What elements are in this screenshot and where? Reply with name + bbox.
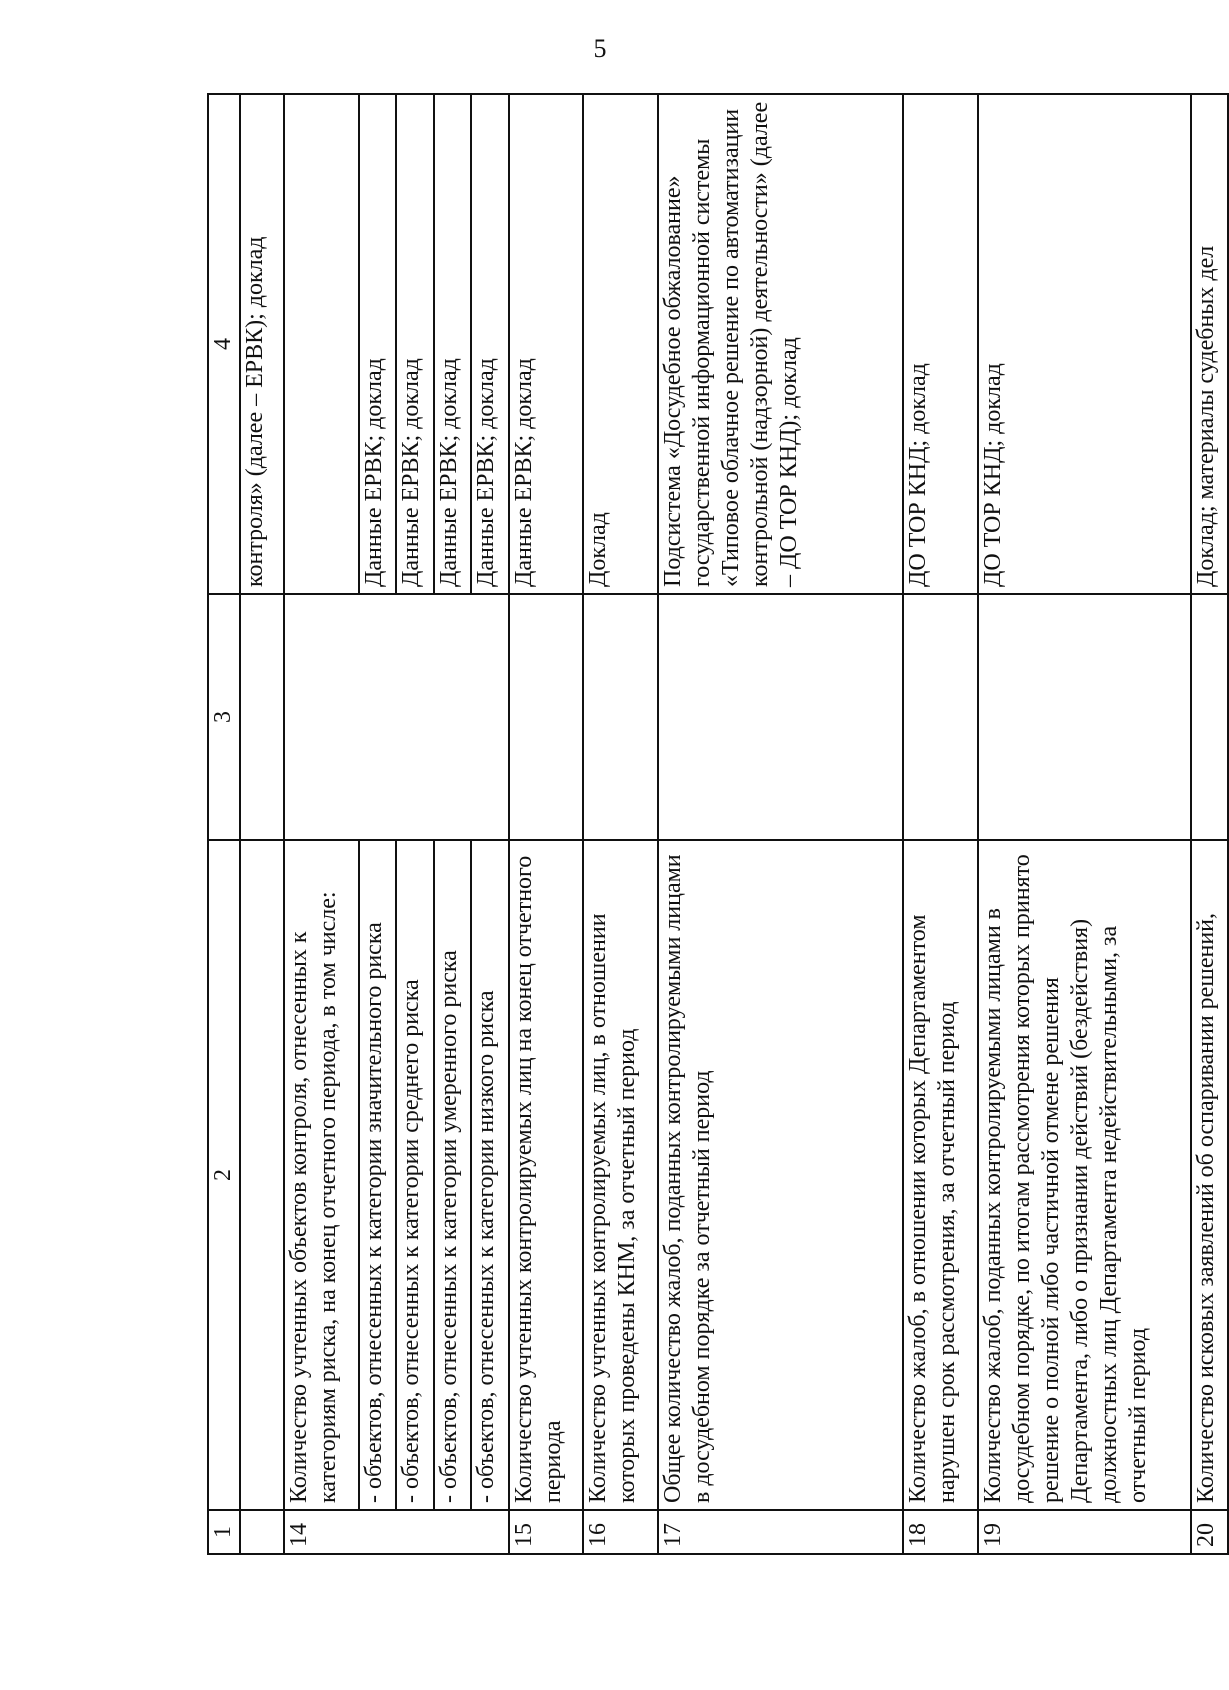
cell: - объектов, отнесенных к категории умеренного риска: [434, 840, 471, 1510]
continuation-row: [240, 94, 284, 1554]
report-table: [207, 93, 1229, 1555]
row-number: 19: [978, 1510, 1191, 1554]
column-header: 2: [208, 840, 240, 1510]
cell: [903, 594, 978, 840]
table-row: [903, 94, 978, 1554]
cell: [1191, 594, 1228, 840]
table-row: [978, 94, 1191, 1554]
cell: контроля» (далее – ЕРВК); доклад: [240, 94, 284, 594]
cell: Общее количество жалоб, поданных контролируемыми лицами в досудебном порядке за отчетный период: [658, 840, 903, 1510]
column-header: 1: [208, 1510, 240, 1554]
row-number: 15: [509, 1510, 584, 1554]
cell: [240, 594, 284, 840]
cell: - объектов, отнесенных к категории низкого риска: [471, 840, 508, 1510]
cell: [240, 840, 284, 1510]
cell: ДО ТОР КНД; доклад: [903, 94, 978, 594]
cell: [978, 594, 1191, 840]
cell: Подсистема «Досудебное обжалование» государственной информационной системы «Типовое облачное решение по автоматизации контрольной (надзорной) деятельности» (далее – ДО ТОР КНД); доклад: [658, 94, 903, 594]
cell: - объектов, отнесенных к категории среднего риска: [396, 840, 433, 1510]
table-header-row: [208, 94, 240, 1554]
cell: Количество учтенных контролируемых лиц, в отношении которых проведены КНМ, за отчетный период: [583, 840, 658, 1510]
cell: ДО ТОР КНД; доклад: [978, 94, 1191, 594]
rotated-table-container: [207, 95, 1229, 1555]
cell: Данные ЕРВК; доклад: [359, 94, 396, 594]
cell: Количество учтенных контролируемых лиц на конец отчетного периода: [509, 840, 584, 1510]
cell: [583, 594, 658, 840]
cell: [284, 594, 508, 840]
cell: Доклад; материалы судебных дел: [1191, 94, 1228, 594]
cell: Данные ЕРВК; доклад: [471, 94, 508, 594]
row-number: 17: [658, 1510, 903, 1554]
cell: Количество исковых заявлений об оспаривании решений,: [1191, 840, 1228, 1510]
table-row: [658, 94, 903, 1554]
row-number: 20: [1191, 1510, 1228, 1554]
cell: Количество учтенных объектов контроля, отнесенных к категориям риска, на конец отчетного периода, в том числе:: [284, 840, 359, 1510]
table-row: [583, 94, 658, 1554]
cell: [509, 594, 584, 840]
table-row: [1191, 94, 1228, 1554]
cell: Данные ЕРВК; доклад: [509, 94, 584, 594]
table-row: [284, 94, 359, 1554]
cell: Данные ЕРВК; доклад: [396, 94, 433, 594]
cell: Доклад: [583, 94, 658, 594]
cell: Количество жалоб, в отношении которых Департаментом нарушен срок рассмотрения, за отчетный период: [903, 840, 978, 1510]
column-header: 4: [208, 94, 240, 594]
cell: [658, 594, 903, 840]
table-row: [509, 94, 584, 1554]
page-number: 5: [593, 34, 607, 63]
cell: Количество жалоб, поданных контролируемыми лицами в досудебном порядке, по итогам рассмотрения которых принято решение о полной либо частичной отмене решения Департамента, либо о признании действий (бездействия) должностных лиц Департамента недействительными, за отчетный период: [978, 840, 1191, 1510]
cell: [240, 1510, 284, 1554]
row-number: 18: [903, 1510, 978, 1554]
cell: Данные ЕРВК; доклад: [434, 94, 471, 594]
cell: - объектов, отнесенных к категории значительного риска: [359, 840, 396, 1510]
column-header: 3: [208, 594, 240, 840]
row-number: 14: [284, 1510, 508, 1554]
cell: [284, 94, 359, 594]
row-number: 16: [583, 1510, 658, 1554]
